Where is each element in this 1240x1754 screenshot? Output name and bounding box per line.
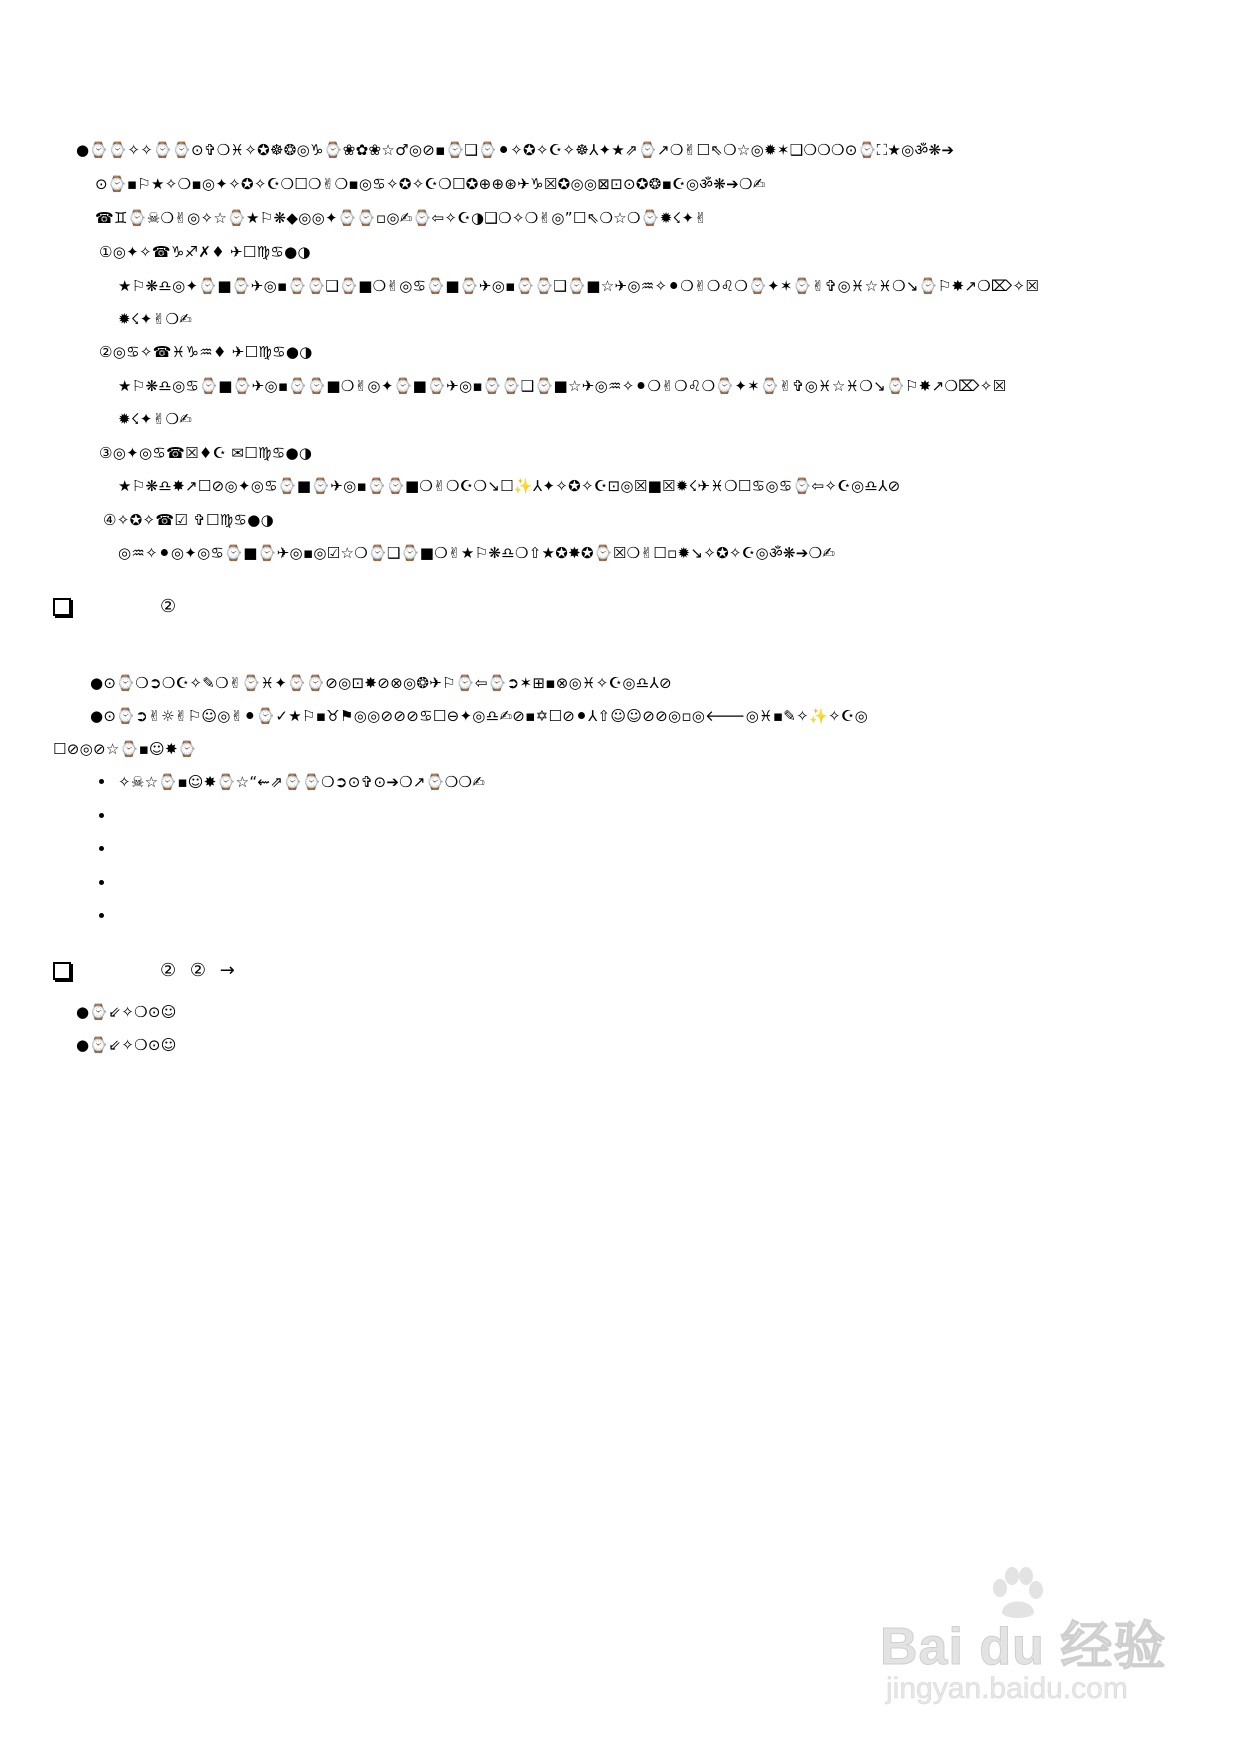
list-item-text: ★⚐❋♎✸↗☐⊘◎✦◎♋⌚■⌚✈◎▪⌚⌚■❍✌❍☪❍↘☐✨⅄✦✧✪✧☪⊡◎☒■☒✹☇✈♓❍☐♋◎♋⌚⇦✧☪◎♎⅄⊘ — [118, 477, 901, 495]
list-item-text: ★⚐❋♎◎♋⌚■⌚✈◎▪⌚⌚■❍✌◎✦⌚■⌚✈◎▪⌚⌚❑⌚■☆✈◎♒✧⚫❍✌❍♌❍⌚✦✶⌚✌✞◎♓☆♓❍↘⌚⚐✸↗❍⌦✧☒ — [118, 377, 1007, 395]
section-heading: ② — [160, 596, 177, 617]
bullet-icon — [99, 913, 104, 918]
baidu-watermark — [880, 1560, 1180, 1720]
bullet-icon — [99, 880, 104, 885]
section-text-line: ●⊙⌚❍➲❍☪✧✎❍✌⌚♓✦⌚⌚⊘◎⊡✸⊘⊗◎❂✈⚐⌚⇦⌚➲✶⊞▪⊗◎♓✧☪◎♎⅄⊘ — [90, 674, 672, 692]
checkbox-icon — [53, 962, 71, 980]
list-item-text: ★⚐❋♎◎✦⌚■⌚✈◎▪⌚⌚❑⌚■❍✌◎♋⌚■⌚✈◎▪⌚⌚❑⌚■☆✈◎♒✧⚫❍✌❍♌❍⌚✦✶⌚✌✞◎♓☆♓❍↘⌚⚐✸↗❍⌦✧☒ — [118, 277, 1040, 295]
section-text-line: ●⊙⌚➲✌☼✌⚐☺◎✌⚫⌚✓★⚐▪♉⚑◎◎⊘⊘⊘♋☐⊖✦◎♎✍⊘▪✡☐⊘⚫⅄⇧☺☺⊘⊘◎▫◎🡐◎♓▪✎✧✨✧☪◎ — [90, 707, 869, 725]
bullet-icon — [99, 779, 104, 784]
section-text-line: ☐⊘◎⊘☆⌚▪☺✸⌚ — [53, 740, 197, 758]
intro-line: ●⌚⌚✧✧⌚⌚⊙✞❍♓✧✪☸❂◎♑⌚❀✿❀☆♂◎⊘▪⌚❑⌚⚫✧✪✧☪✧☸⅄✦★⇗⌚↗❍✌☐⇖❍☆◎✹✶❑❍❍❍⊙⌚⛶★◎ॐ❋➔ — [76, 141, 955, 159]
checkbox-icon — [53, 598, 71, 616]
bullet-text: ✧☠☆⌚▪☺✸⌚☆“⇜⇗⌚⌚❍➲⊙✞⊙➔❍↗⌚❍❍✍ — [118, 773, 486, 791]
intro-line: ⊙⌚▪⚐★✧❍▪◎✦✧✪✧☪❍☐❍✌❍▪◎♋✧✪✧☪❍☐✪⊕⊕⊛✈♑☒✪◎◎⊠⊡⊙✪❂▪☪◎ॐ❋➔❍✍ — [95, 175, 766, 193]
bullet-text — [118, 806, 818, 826]
bullet-icon — [99, 846, 104, 851]
watermark-url: jingyan.baidu.com — [886, 1672, 1128, 1705]
bullet-text — [118, 906, 818, 926]
bullet-text — [118, 873, 818, 893]
list-item-label-4: ④✧✪✧☎☑ ✞☐♍♋●◑ — [103, 511, 275, 529]
list-item-label-3: ③◎✦◎♋☎☒♦☪ ✉☐♍♋●◑ — [99, 444, 313, 462]
list-item-label-1: ①◎✦✧☎♑♐✗♦ ✈☐♍♋●◑ — [99, 243, 311, 261]
section-heading: ② ② → — [160, 960, 235, 981]
list-item-text: ✹☇✦✌❍✍ — [118, 410, 193, 428]
intro-line: ☎♊⌚☠❍✌◎✧☆⌚★⚐❋◆◎◎✦⌚⌚▫◎✍⌚⇦✧☪◑❑❍✧❍✌◎”☐⇖❍☆❍⌚✹☇✦✌ — [95, 209, 708, 227]
watermark-brand: Bai du 经验 — [880, 1618, 1167, 1676]
bullet-text — [118, 839, 818, 859]
bullet-icon — [99, 813, 104, 818]
list-item-text: ◎♒✧⚫◎✦◎♋⌚■⌚✈◎▪◎☑☆❍⌚❑⌚■❍✌★⚐❋♎❍⇧★✪✸✪⌚☒❍✌☐▫✹↘✧✪✧☪◎ॐ❋➔❍✍ — [118, 544, 836, 562]
list-item-label-2: ②◎♋✧☎♓♑♒♦ ✈☐♍♋●◑ — [99, 343, 313, 361]
section-text-line: ●⌚⇙✧❍⊙☺ — [76, 1036, 177, 1054]
section-text-line: ●⌚⇙✧❍⊙☺ — [76, 1003, 177, 1021]
list-item-text: ✹☇✦✌❍✍ — [118, 310, 193, 328]
